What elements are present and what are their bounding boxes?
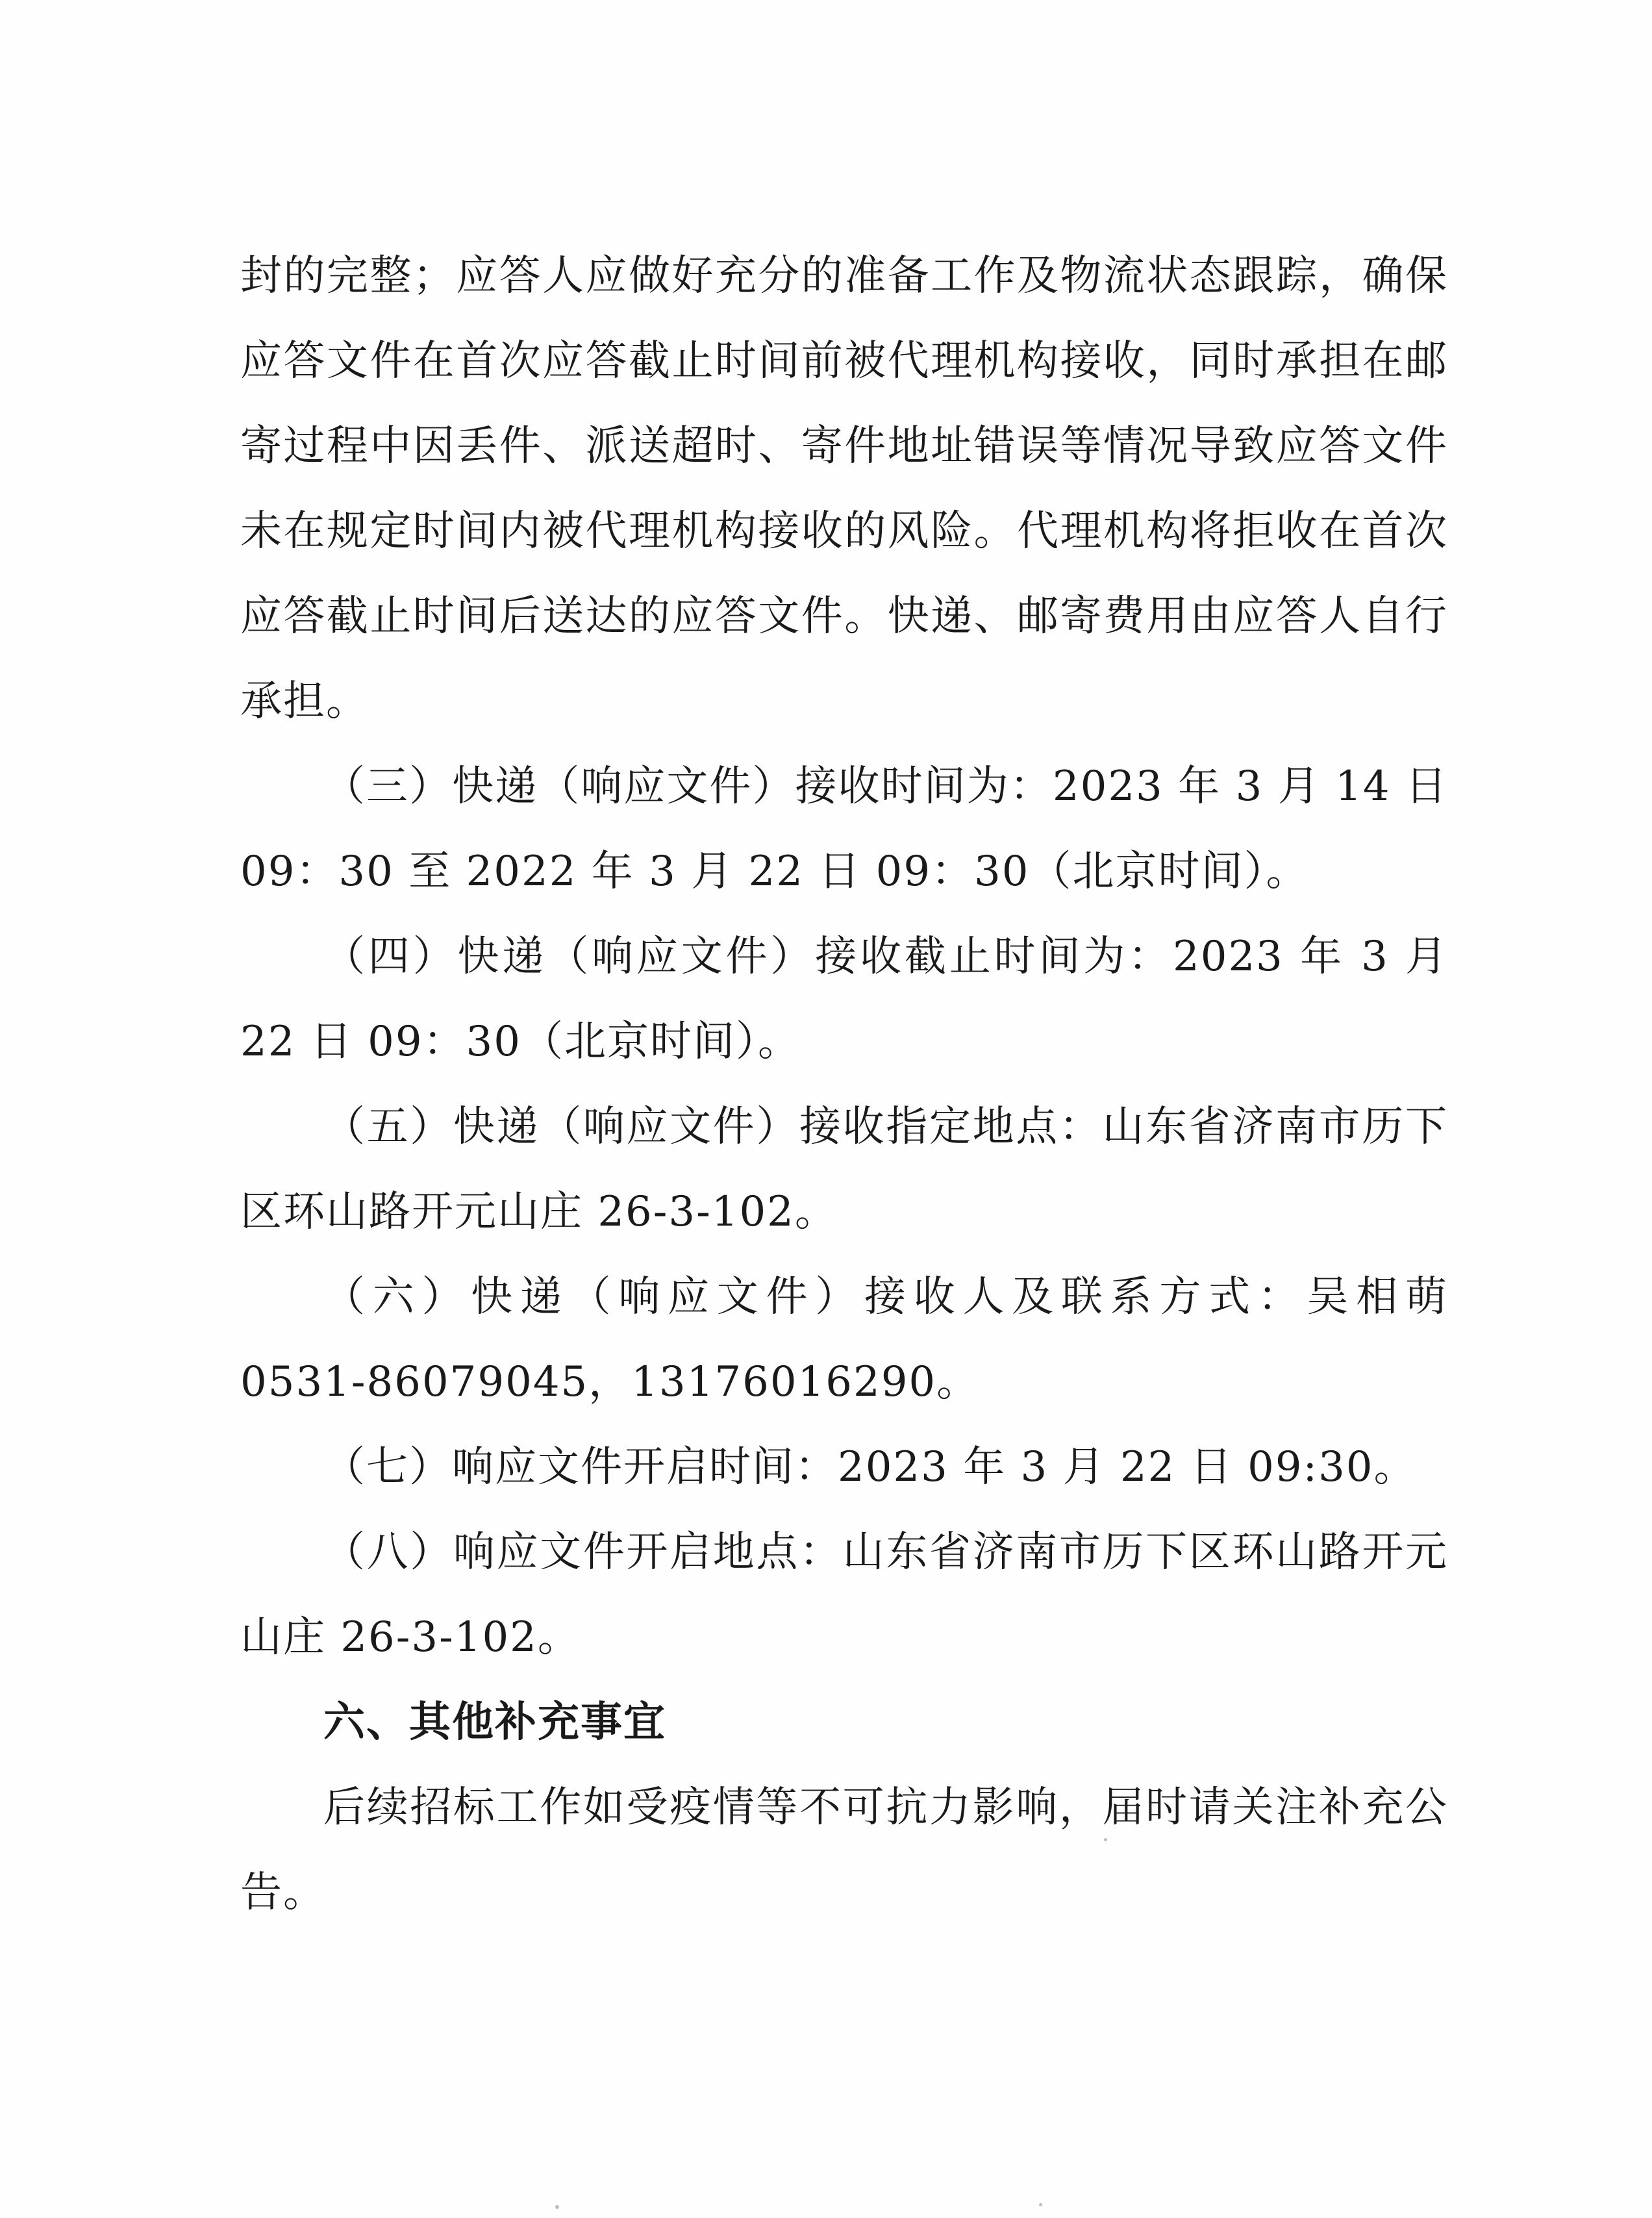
paragraph-receiver-contact: （六）快递（响应文件）接收人及联系方式：吴相萌 0531-86079045，13176016290。 — [240, 1273, 1448, 1406]
paragraph-receive-location: （五）快递（响应文件）接收指定地点：山东省济南市历下区环山路开元山庄 26-3-102。 — [240, 1103, 1448, 1236]
section-heading: 六、其他补充事宜 — [323, 1698, 666, 1746]
scan-speck — [1039, 2203, 1042, 2206]
scan-speck — [555, 2205, 559, 2209]
paragraph-receive-deadline: （四）快递（响应文件）接收截止时间为：2023 年 3 月 22 日 09：30（北京时间）。 — [240, 933, 1448, 1066]
paragraph-opening-location: （八）响应文件开启地点：山东省济南市历下区环山路开元山庄 26-3-102。 — [240, 1528, 1448, 1661]
paragraph-receive-time: （三）快递（响应文件）接收时间为：2023 年 3 月 14 日 09：30 至 2022 年 3 月 22 日 09：30（北京时间）。 — [240, 762, 1448, 896]
paragraph-opening-time: （七）响应文件开启时间：2023 年 3 月 22 日 09:30。 — [323, 1443, 1417, 1491]
document-body — [240, 234, 1448, 1935]
paragraph-delivery-risk: 封的完整；应答人应做好充分的准备工作及物流状态跟踪，确保应答文件在首次应答截止时间前被代理机构接收，同时承担在邮寄过程中因丢件、派送超时、寄件地址错误等情况导致应答文件未在规定时间内被代理机构接收的风险。代理机构将拒收在首次应答截止时间后送达的应答文件。快递、邮寄费用由应答人自行承担。 — [240, 252, 1448, 725]
paragraph-closing-note: 后续招标工作如受疫情等不可抗力影响，届时请关注补充公告。 — [240, 1783, 1448, 1917]
scan-speck — [1104, 1838, 1107, 1841]
